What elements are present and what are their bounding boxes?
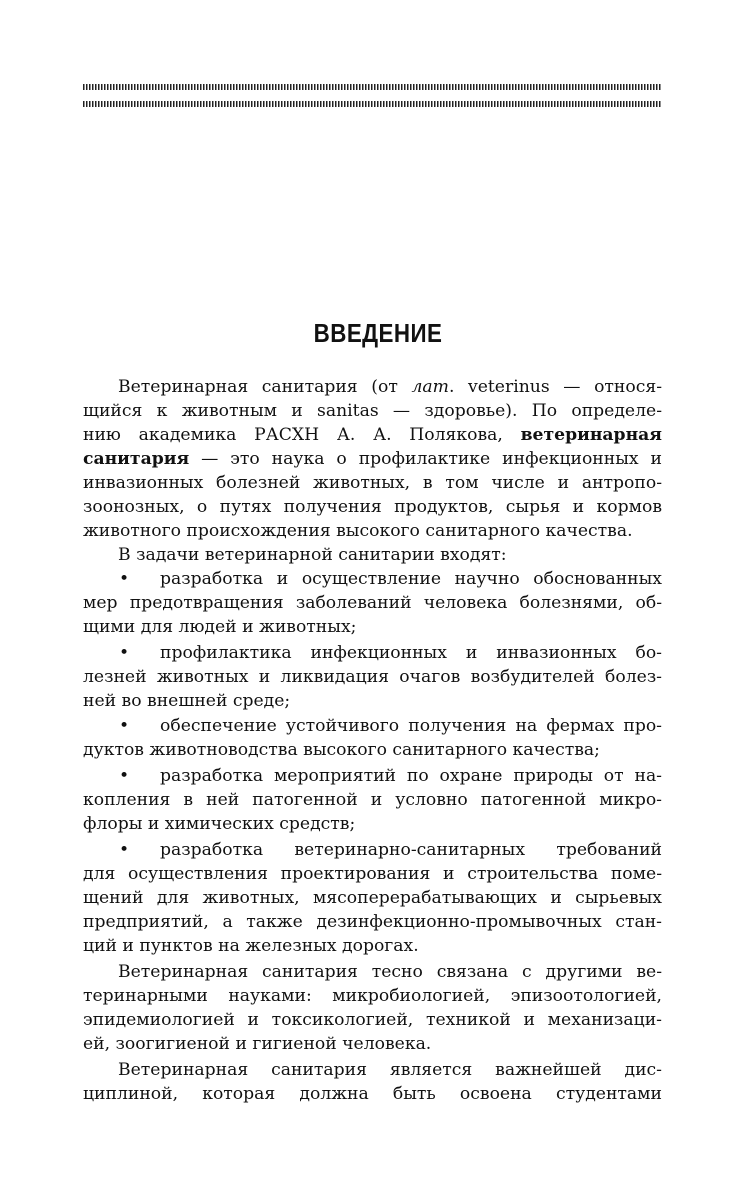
text-line: животного происхождения высокого санитарного качества. [83, 521, 633, 541]
list-item-line: обеспечение устойчивого получения на фермах про- [160, 716, 662, 736]
text-line: теринарными науками: микробиологией, эпизоотологией, [83, 986, 662, 1006]
list-item-line: разработка мероприятий по охране природы от на- [160, 766, 662, 786]
bullet-icon: • [119, 569, 130, 589]
list-item-line: дуктов животноводства высокого санитарного качества; [83, 740, 600, 760]
list-item-line: щений для животных, мясоперерабатывающих и сырьевых [83, 888, 662, 908]
bullet-icon: • [119, 840, 130, 860]
text-line: зоонозных, о путях получения продуктов, сырья и кормов [83, 497, 662, 517]
list-item-line: разработка ветеринарно-санитарных требований [160, 840, 662, 860]
list-item-line: ней во внешней среде; [83, 691, 291, 711]
text-line: эпидемиологией и токсикологией, техникой и механизаци- [83, 1010, 662, 1030]
list-item-line: ций и пунктов на железных дорогах. [83, 936, 419, 956]
text-line: ей, зоогигиеной и гигиеной человека. [83, 1034, 432, 1054]
text-line: щийся к животным и sanitas — здоровье). По определе- [83, 401, 662, 421]
text-line: Ветеринарная санитария является важнейшей дис- [118, 1060, 662, 1080]
list-item-line: мер предотвращения заболеваний человека болезнями, об- [83, 593, 662, 613]
list-item-line: лезней животных и ликвидация очагов возбудителей болез- [83, 667, 662, 687]
list-item-line: профилактика инфекционных и инвазионных бо- [160, 643, 662, 663]
list-item-line: предприятий, а также дезинфекционно-промывочных стан- [83, 912, 662, 932]
text-line: В задачи ветеринарной санитарии входят: [118, 545, 507, 565]
header-rule-bottom [83, 101, 662, 107]
list-item-line: для осуществления проектирования и строительства поме- [83, 864, 662, 884]
text-line: Ветеринарная санитария тесно связана с другими ве- [118, 962, 662, 982]
list-item-line: разработка и осуществление научно обоснованных [160, 569, 662, 589]
bullet-icon: • [119, 766, 130, 786]
bullet-icon: • [119, 643, 130, 663]
list-item-line: щими для людей и животных; [83, 617, 357, 637]
text-line: инвазионных болезней животных, в том числе и антропо- [83, 473, 662, 493]
bullet-icon: • [119, 716, 130, 736]
page-title: ВВЕДЕНИЕ [313, 318, 443, 348]
list-item-line: флоры и химических средств; [83, 814, 356, 834]
list-item-line: копления в ней патогенной и условно патогенной микро- [83, 790, 662, 810]
text-line: нию академика РАСХН А. А. Полякова, ветеринарная [83, 425, 662, 445]
text-line: циплиной, которая должна быть освоена студентами [83, 1084, 662, 1104]
text-line: санитария — это наука о профилактике инфекционных и [83, 449, 662, 469]
text-line: Ветеринарная санитария (от лат. veterinus — относя- [118, 377, 662, 397]
header-rule-top [83, 84, 662, 90]
